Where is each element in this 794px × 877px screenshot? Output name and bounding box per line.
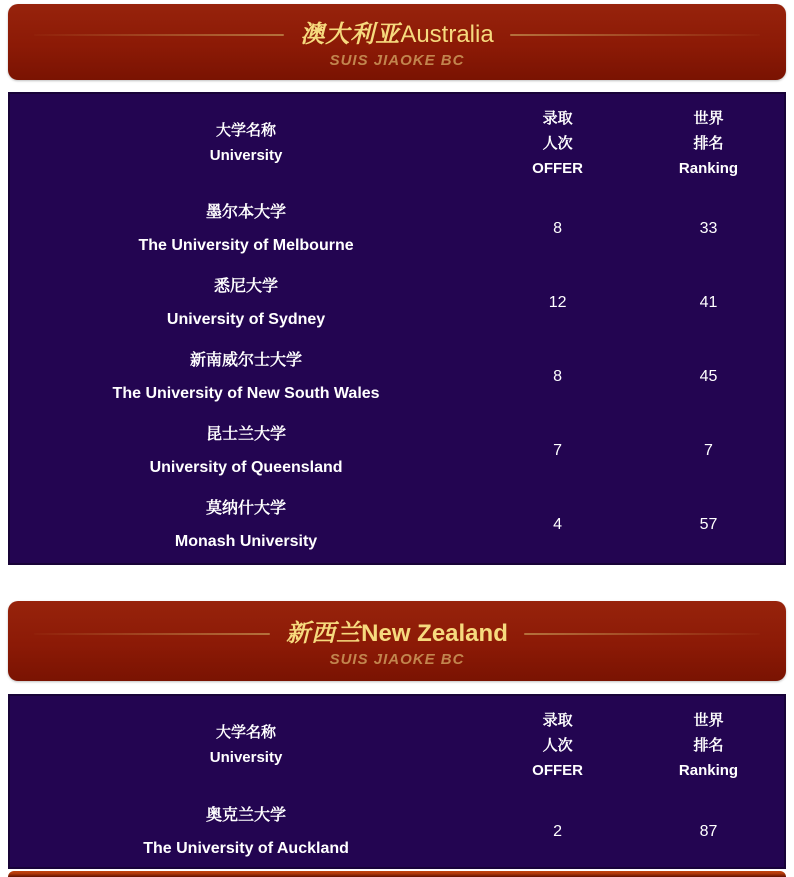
header-offer bbox=[482, 94, 633, 192]
header-ranking-line: 世界 bbox=[693, 109, 724, 127]
country-banner-new-zealand bbox=[8, 601, 786, 681]
banner-title bbox=[286, 620, 508, 648]
header-university-en: University bbox=[209, 749, 283, 766]
banner-title-zh: 新西兰 bbox=[286, 620, 362, 647]
header-offer bbox=[482, 696, 633, 794]
banner-title-row bbox=[8, 620, 786, 648]
banner-subtitle: SUIS JIAOKE BC bbox=[329, 651, 465, 668]
table-row bbox=[10, 488, 784, 562]
header-offer-line: OFFER bbox=[532, 761, 583, 779]
header-offer-line: OFFER bbox=[532, 159, 583, 177]
table-header bbox=[10, 94, 784, 192]
university-name-cell bbox=[10, 344, 482, 410]
university-name-cell bbox=[10, 799, 482, 865]
header-university-zh: 大学名称 bbox=[216, 122, 277, 139]
world-ranking-cell: 45 bbox=[699, 368, 718, 385]
offer-count-cell: 4 bbox=[553, 516, 563, 533]
offer-count-cell: 7 bbox=[553, 442, 563, 459]
banner-title-en: New Zealand bbox=[361, 620, 508, 647]
university-name-cell bbox=[10, 418, 482, 484]
world-ranking-cell: 7 bbox=[704, 442, 713, 459]
next-section-banner-partial bbox=[8, 871, 786, 877]
university-name-zh: 新南威尔士大学 bbox=[190, 352, 303, 369]
divider-line-right bbox=[524, 633, 760, 635]
table-row bbox=[10, 414, 784, 488]
header-offer-line: 人次 bbox=[542, 736, 573, 754]
table-row bbox=[10, 794, 784, 869]
university-name-zh: 悉尼大学 bbox=[214, 278, 279, 295]
header-university-en: University bbox=[209, 147, 283, 164]
university-name-zh: 莫纳什大学 bbox=[206, 500, 287, 517]
country-banner-australia bbox=[8, 4, 786, 80]
university-table-new-zealand bbox=[8, 694, 786, 869]
offer-count-cell: 2 bbox=[553, 822, 563, 840]
header-ranking-line: 排名 bbox=[693, 736, 724, 754]
header-university-zh: 大学名称 bbox=[216, 724, 277, 741]
offer-count-cell: 8 bbox=[553, 368, 563, 385]
header-ranking-line: 世界 bbox=[693, 711, 724, 729]
banner-title-en: Australia bbox=[400, 21, 494, 48]
header-university bbox=[10, 696, 482, 794]
university-name-en: University of Queensland bbox=[149, 459, 343, 476]
university-name-en: Monash University bbox=[174, 533, 318, 550]
offer-count-cell: 8 bbox=[553, 220, 563, 237]
table-header bbox=[10, 696, 784, 794]
header-ranking-line: Ranking bbox=[678, 761, 739, 779]
university-name-en: The University of New South Wales bbox=[112, 385, 380, 402]
divider-line-right bbox=[510, 34, 760, 36]
header-offer-line: 录取 bbox=[542, 711, 573, 729]
banner-subtitle: SUIS JIAOKE BC bbox=[329, 52, 465, 69]
university-name-cell bbox=[10, 492, 482, 558]
banner-title bbox=[300, 21, 493, 49]
university-table-australia bbox=[8, 92, 786, 565]
table-row bbox=[10, 266, 784, 340]
header-offer-line: 录取 bbox=[542, 109, 573, 127]
university-name-en: University of Sydney bbox=[166, 311, 326, 328]
table-row bbox=[10, 192, 784, 266]
header-ranking-line: Ranking bbox=[678, 159, 739, 177]
university-name-cell bbox=[10, 196, 482, 262]
divider-line-left bbox=[34, 633, 270, 635]
university-name-en: The University of Auckland bbox=[143, 839, 349, 857]
university-name-cell bbox=[10, 270, 482, 336]
university-name-zh: 昆士兰大学 bbox=[206, 426, 287, 443]
banner-title-zh: 澳大利亚 bbox=[300, 21, 401, 48]
header-offer-line: 人次 bbox=[542, 134, 573, 152]
world-ranking-cell: 41 bbox=[699, 294, 718, 311]
table-row bbox=[10, 340, 784, 414]
header-ranking bbox=[633, 94, 784, 192]
world-ranking-cell: 33 bbox=[699, 220, 718, 237]
university-name-en: The University of Melbourne bbox=[138, 237, 354, 254]
header-ranking bbox=[633, 696, 784, 794]
offer-count-cell: 12 bbox=[548, 294, 567, 311]
divider-line-left bbox=[34, 34, 284, 36]
header-ranking-line: 排名 bbox=[693, 134, 724, 152]
banner-title-row bbox=[8, 21, 786, 49]
university-name-zh: 墨尔本大学 bbox=[206, 204, 287, 221]
header-university bbox=[10, 94, 482, 192]
world-ranking-cell: 87 bbox=[699, 822, 718, 840]
university-name-zh: 奥克兰大学 bbox=[206, 806, 287, 824]
world-ranking-cell: 57 bbox=[699, 516, 718, 533]
